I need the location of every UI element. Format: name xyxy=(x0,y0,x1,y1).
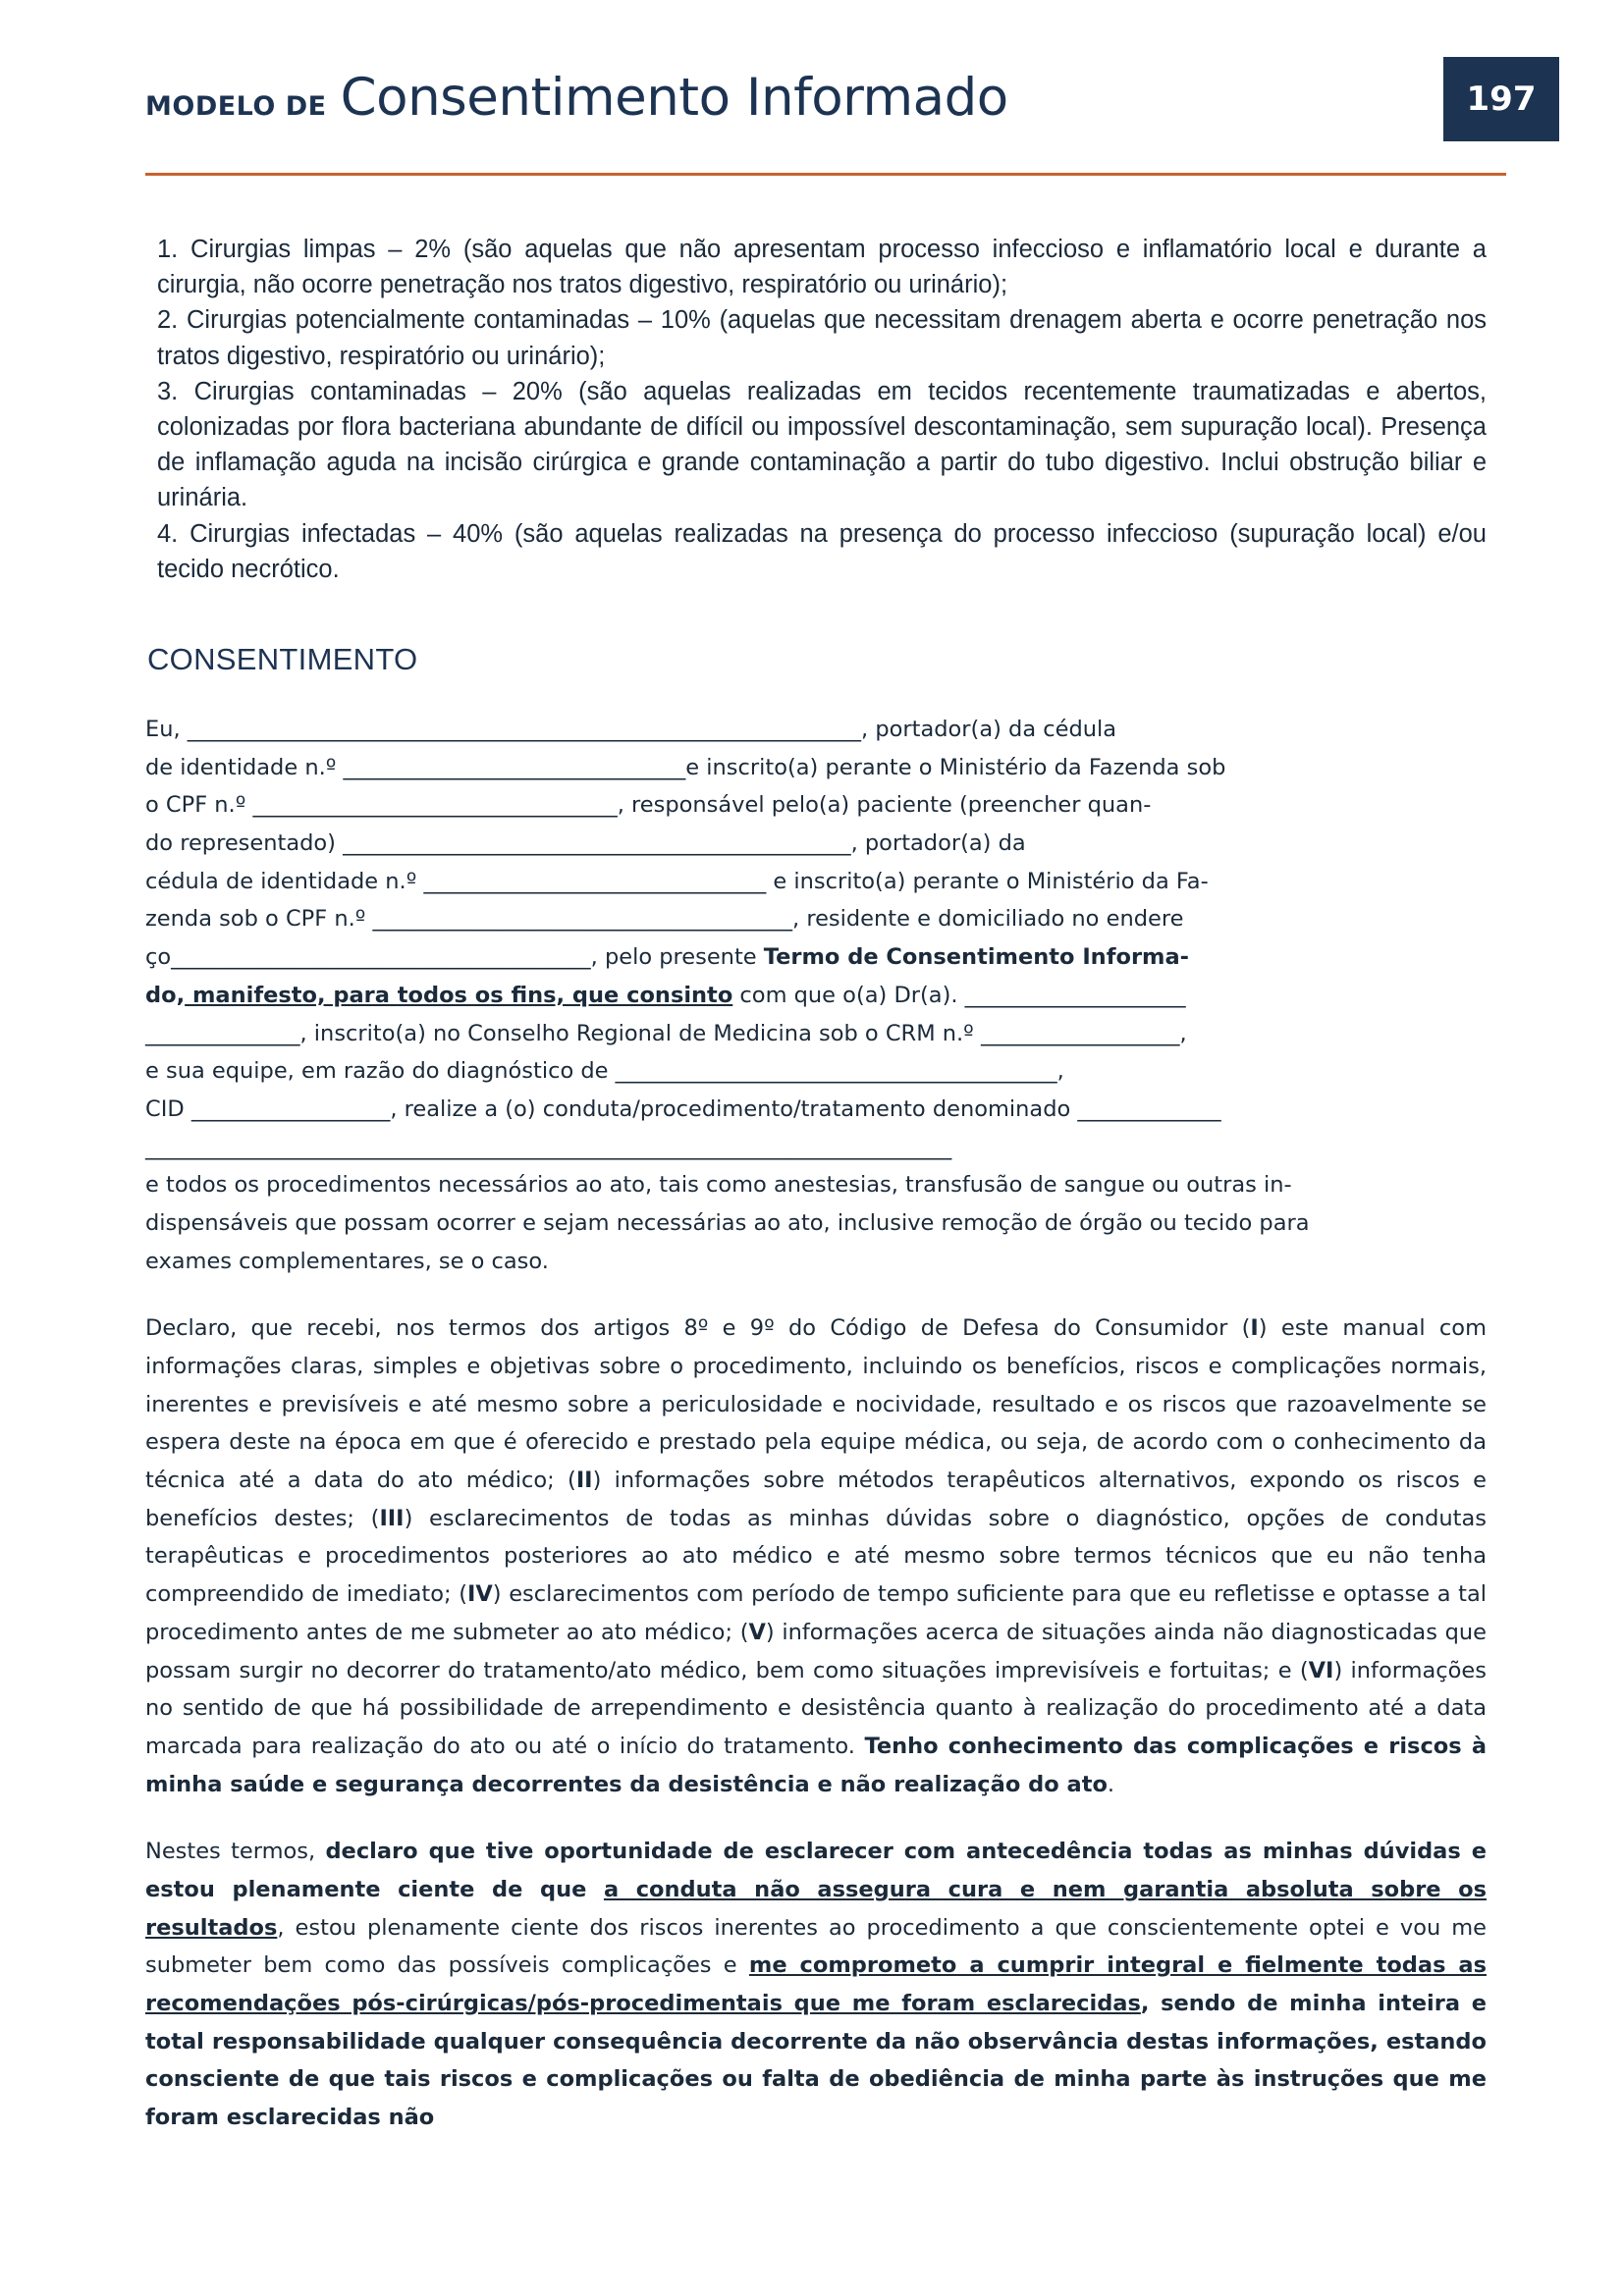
form-label: e inscrito(a) perante o Ministério da Fa- xyxy=(766,868,1209,894)
form-label: , inscrito(a) no Conselho Regional de Medicina sob o CRM n.º xyxy=(299,1020,981,1046)
form-label: , portador(a) da xyxy=(850,830,1026,857)
form-label: , residente e domiciliado no endere xyxy=(792,906,1184,933)
form-label: o CPF n.º xyxy=(145,792,253,819)
form-label: , portador(a) da cédula xyxy=(861,717,1117,743)
section-heading-consentimento: CONSENTIMENTO xyxy=(147,642,418,677)
form-line xyxy=(145,1052,1487,1091)
text-run: . xyxy=(1107,1771,1115,1797)
consent-form-fields xyxy=(145,711,1487,1280)
blank-field-identidade[interactable]: _______________________________ xyxy=(343,754,686,780)
form-emphasis-underline: manifesto, para todos os fins, que consinto xyxy=(185,982,733,1008)
form-line xyxy=(145,938,1487,977)
header-divider xyxy=(145,173,1506,176)
form-line: exames complementares, se o caso. xyxy=(145,1248,549,1274)
roman-numeral-iv: IV xyxy=(466,1581,493,1608)
blank-field-cpf-representante[interactable]: ______________________________________ xyxy=(372,906,793,933)
blank-field-cpf[interactable]: _________________________________ xyxy=(252,792,618,819)
form-line xyxy=(145,786,1487,825)
blank-field-doutor[interactable]: ____________________ xyxy=(964,982,1186,1008)
emphasis-underline-run: a conduta não assegura cura e nem garantia absoluta sobre os resultados xyxy=(145,1876,1487,1941)
form-line: dispensáveis que possam ocorrer e sejam necessárias ao ato, inclusive remoção de órgão ou tecido para xyxy=(145,1209,1310,1236)
list-item: 2. Cirurgias potencialmente contaminadas – 10% (aquelas que necessitam drenagem aberta e ocorre penetração nos tratos digestivo, respiratório ou urinário); xyxy=(157,306,1487,370)
blank-field-procedimento[interactable]: _____________ xyxy=(1077,1095,1221,1122)
risk-classification-list xyxy=(145,232,1487,587)
blank-field-diagnostico[interactable]: ________________________________________ xyxy=(615,1058,1057,1085)
blank-field-cid[interactable]: __________________ xyxy=(190,1095,391,1122)
text-run: ) este manual com informações claras, simples e objetivas sobre o procedimento, incluindo os benefícios, riscos e complicações normais, inerentes e previsíveis e até mesmo sobre a periculosidade e nocividade, resultado e os riscos que razoavelmente se espera deste na época em que é oferecido e prestado pela equipe médica, ou seja, de acordo com o conhecimento da técnica até a data do ato médico; ( xyxy=(145,1315,1487,1494)
form-label: e inscrito(a) perante o Ministério da Fazenda sob xyxy=(685,754,1226,780)
form-label: e sua equipe, em razão do diagnóstico de xyxy=(145,1058,616,1085)
form-line xyxy=(145,825,1487,863)
text-run: ) informações acerca de situações ainda não diagnosticadas que possam surgir no decorrer do tratamento/ato médico, bem como situações imprevisíveis e fortuitas; e ( xyxy=(145,1619,1487,1683)
declaration-paragraph-1 xyxy=(145,1309,1487,1803)
form-label: ço xyxy=(145,944,172,971)
header-title-line xyxy=(145,68,1506,128)
form-label: do representado) xyxy=(145,830,344,857)
roman-numeral-ii: II xyxy=(575,1468,593,1494)
roman-numeral-vi: VI xyxy=(1308,1657,1334,1683)
blank-field-nome[interactable]: _____________________________________________________________ xyxy=(187,717,862,743)
form-emphasis: Termo de Consentimento Informa- xyxy=(763,944,1190,971)
emphasis-run: declaro que tive oportunidade de esclarecer com antecedência todas as minhas dúvidas e estou plenamente ciente de que xyxy=(145,1839,1487,1902)
text-run: ) informações no sentido de que há possibilidade de arrependimento e desistência quanto à realização do procedimento até a data marcada para realização do ato ou até o início do tratamento. xyxy=(145,1657,1487,1759)
page-title: Consentimento Informado xyxy=(340,68,1008,128)
blank-field-endereco[interactable]: ______________________________________ xyxy=(171,944,591,971)
blank-field-doutor-cont[interactable]: ______________ xyxy=(145,1020,300,1046)
text-run: ) esclarecimentos com período de tempo suficiente para que eu refletisse e optasse a tal procedimento antes de me submeter ao ato médico; ( xyxy=(145,1581,1487,1645)
blank-field-representante[interactable]: ______________________________________________ xyxy=(343,830,851,857)
form-label: zenda sob o CPF n.º xyxy=(145,906,373,933)
blank-field-identidade-representante[interactable]: _______________________________ xyxy=(423,868,767,894)
form-label: , pelo presente xyxy=(590,944,764,971)
form-label: , realize a (o) conduta/procedimento/tratamento denominado xyxy=(390,1095,1078,1122)
list-item: 3. Cirurgias contaminadas – 20% (são aquelas realizadas em tecidos recentemente traumatizadas e abertos, colonizadas por flora bacteriana abundante de difícil ou impossível descontaminação, sem supuração local). Presença de inflamação aguda na incisão cirúrgica e grande contaminação a partir do tubo digestivo. Inclui obstrução biliar e urinária. xyxy=(157,377,1487,512)
form-label: de identidade n.º xyxy=(145,754,344,780)
form-label: , xyxy=(1179,1020,1187,1046)
roman-numeral-v: V xyxy=(748,1619,766,1645)
form-line xyxy=(145,1015,1487,1053)
form-line xyxy=(145,711,1487,749)
declaration-paragraph-2 xyxy=(145,1833,1487,2137)
form-emphasis: do, xyxy=(145,982,186,1008)
blank-field-procedimento-cont[interactable]: _________________________________________________________________________ xyxy=(145,1134,952,1160)
emphasis-underline-run: me comprometo a cumprir integral e fielmente todas as recomendações pós-cirúrgicas/pós-procedimentais que me foram esclarecidas xyxy=(145,1952,1487,2017)
header-prefix: MODELO DE xyxy=(145,91,327,122)
text-run: , estou plenamente ciente dos riscos inerentes ao procedimento a que conscientemente optei e vou me submeter bem como das possíveis complicações e xyxy=(145,1914,1487,1979)
list-item: 4. Cirurgias infectadas – 40% (são aquelas realizadas na presença do processo infeccioso (supuração local) e/ou tecido necrótico. xyxy=(157,519,1487,583)
text-run: ) informações sobre métodos terapêuticos alternativos, expondo os riscos e benefícios destes; ( xyxy=(145,1468,1487,1531)
page-header xyxy=(145,0,1537,179)
form-line xyxy=(145,1129,1487,1167)
document-content xyxy=(145,179,1487,2137)
form-line xyxy=(145,977,1487,1015)
form-line xyxy=(145,1091,1487,1129)
form-line: e todos os procedimentos necessários ao ato, tais como anestesias, transfusão de sangue ou outras in- xyxy=(145,1172,1292,1199)
roman-numeral-iii: III xyxy=(379,1505,405,1531)
text-run: Declaro, que recebi, nos termos dos artigos 8º e 9º do Código de Defesa do Consumidor ( xyxy=(145,1315,1251,1342)
form-label: CID xyxy=(145,1095,191,1122)
text-run: ) esclarecimentos de todas as minhas dúvidas sobre o diagnóstico, opções de condutas terapêuticas e procedimentos posteriores ao ato médico e até mesmo sobre termos técnicos que eu não tenha compreendido de imediato; ( xyxy=(145,1505,1487,1608)
form-label: cédula de identidade n.º xyxy=(145,868,424,894)
form-label: com que o(a) Dr(a). xyxy=(732,982,965,1008)
page-number-badge: 197 xyxy=(1443,57,1559,141)
text-run: Nestes termos, xyxy=(145,1839,326,1865)
form-line xyxy=(145,749,1487,787)
emphasis-run: , sendo de minha inteira e total responsabilidade qualquer consequência decorrente da não observância destas informações, estando consciente de que tais riscos e complicações ou falta de obediência de minha parte às instruções que me foram esclarecidas não xyxy=(145,1991,1487,2131)
form-label: , xyxy=(1056,1058,1064,1085)
roman-numeral-i: I xyxy=(1250,1315,1259,1342)
emphasis-run: Tenho conhecimento das complicações e riscos à minha saúde e segurança decorrentes da desistência e não realização do ato xyxy=(145,1733,1487,1797)
list-item: 1. Cirurgias limpas – 2% (são aquelas que não apresentam processo infeccioso e inflamatório local e durante a cirurgia, não ocorre penetração nos tratos digestivo, respiratório ou urinário); xyxy=(157,236,1487,299)
blank-field-crm[interactable]: __________________ xyxy=(980,1020,1180,1046)
form-label: Eu, xyxy=(145,717,188,743)
form-line xyxy=(145,863,1487,901)
form-line xyxy=(145,900,1487,938)
form-label: , responsável pelo(a) paciente (preencher quan- xyxy=(617,792,1152,819)
